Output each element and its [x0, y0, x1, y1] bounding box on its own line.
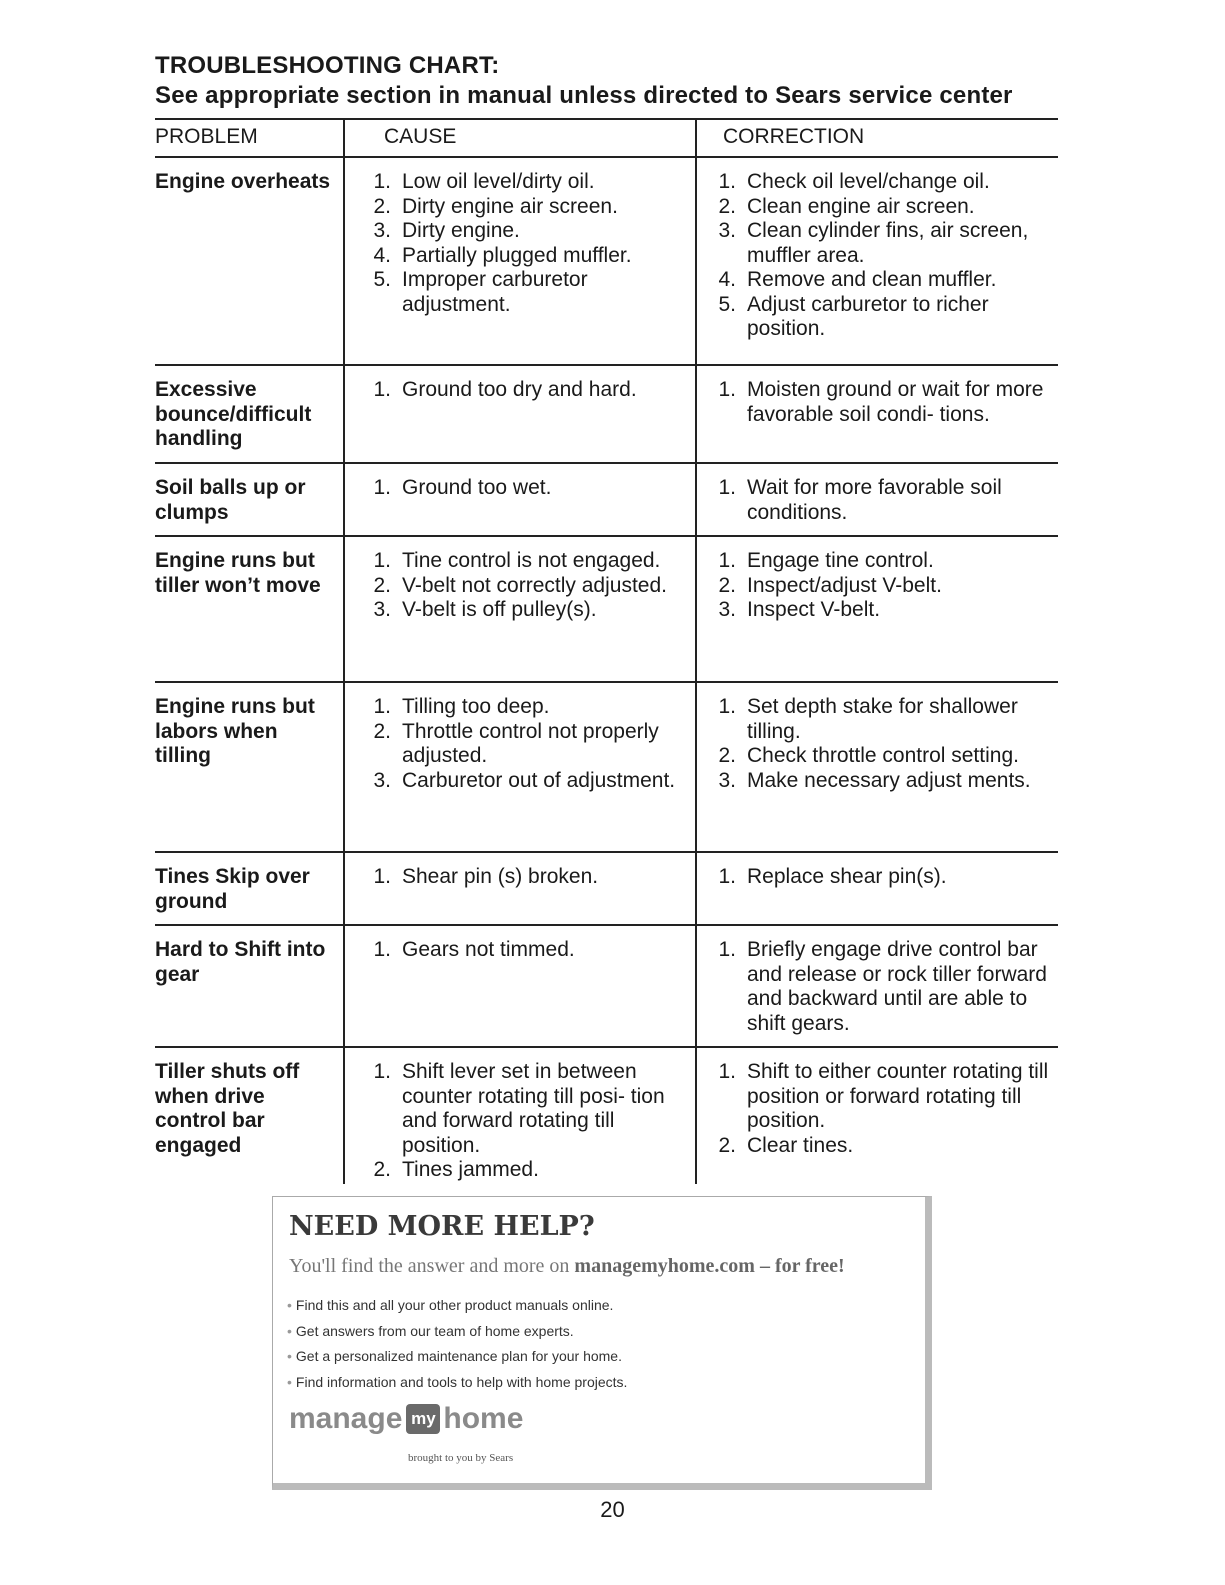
help-bullet [287, 1293, 627, 1319]
help-bullet-text: Get answers from our team of home experts. [295, 1322, 574, 1339]
correction-item [710, 744, 1060, 769]
correction-item [710, 938, 1060, 1036]
correction-item [710, 378, 1060, 427]
help-bullet [287, 1344, 627, 1370]
cause-list [365, 378, 695, 403]
correction-item-number: 1. [718, 549, 736, 572]
correction-item-number: 1. [718, 378, 736, 401]
correction-item [710, 1060, 1060, 1134]
correction-item [710, 268, 1060, 293]
chart-title: TROUBLESHOOTING CHART: [155, 52, 500, 79]
cause-list [365, 865, 695, 890]
correction-item-number: 1. [718, 938, 736, 961]
problem-cell: Tiller shuts off when drive control bar engaged [155, 1060, 300, 1157]
correction-item-text: Clean engine air screen. [747, 194, 975, 218]
cause-item-text: Carburetor out of adjustment. [402, 768, 676, 792]
correction-item [710, 1134, 1060, 1159]
correction-item-number: 3. [718, 219, 736, 242]
correction-list [710, 378, 1060, 427]
problem-cell: Hard to Shift into gear [155, 938, 326, 986]
help-bullet-list [287, 1293, 627, 1395]
correction-item-text: Check oil level/change oil. [747, 170, 990, 193]
cause-item-text: Tines jammed. [402, 1158, 539, 1181]
correction-list [710, 695, 1060, 793]
cause-item-text: Low oil level/dirty oil. [402, 170, 595, 193]
correction-item-number: 2. [718, 744, 736, 767]
table-row [155, 1048, 1058, 1204]
correction-item-text: Make necessary adjust ments. [747, 768, 1031, 792]
header-cause: CAUSE [384, 125, 457, 148]
cause-item-number: 2. [373, 194, 391, 218]
correction-item [710, 219, 1060, 268]
cause-item [365, 219, 695, 244]
correction-item-text: Engage tine control. [747, 549, 934, 572]
correction-item-text: Clean cylinder fins, air screen, muffler area. [747, 219, 1029, 267]
cause-item-text: Ground too wet. [402, 476, 552, 499]
correction-list [710, 938, 1060, 1036]
bullet-dot-icon: • [287, 1373, 292, 1390]
correction-item [710, 549, 1060, 574]
correction-item-number: 2. [718, 1133, 736, 1157]
bullet-dot-icon: • [287, 1297, 292, 1313]
cause-item-number: 4. [373, 243, 391, 267]
problem-cell: Engine runs but labors when tilling [155, 695, 315, 767]
header-problem: PROBLEM [155, 125, 258, 148]
cause-item [365, 170, 695, 195]
cause-item-number: 1. [373, 1060, 391, 1083]
problem-cell: Soil balls up or clumps [155, 476, 306, 524]
cause-item [365, 695, 695, 720]
correction-item-number: 1. [718, 1060, 736, 1083]
table-row [155, 926, 1058, 1048]
cause-item-text: Shear pin (s) broken. [402, 865, 599, 888]
cause-list [365, 170, 695, 317]
cause-item [365, 195, 695, 220]
correction-item-text: Inspect V-belt. [747, 598, 881, 621]
table-row [155, 366, 1058, 464]
correction-item-number: 3. [718, 598, 736, 621]
table-row [155, 853, 1058, 926]
column-divider-2 [695, 118, 697, 1184]
cause-item [365, 598, 695, 623]
cause-item-number: 1. [373, 378, 391, 401]
cause-item [365, 574, 695, 599]
correction-item-number: 2. [718, 194, 736, 218]
cause-item-number: 3. [373, 768, 391, 792]
cause-list [365, 549, 695, 623]
correction-item [710, 293, 1060, 342]
problem-cell: Engine overheats [155, 170, 331, 193]
correction-item-number: 1. [718, 170, 736, 193]
correction-list [710, 549, 1060, 623]
cause-item-number: 1. [373, 938, 391, 961]
cause-item-text: Dirty engine air screen. [402, 194, 618, 218]
header-correction: CORRECTION [723, 125, 865, 148]
cause-item-number: 1. [373, 695, 391, 718]
table-row [155, 158, 1058, 366]
cause-item [365, 549, 695, 574]
help-bullet-text: Find information and tools to help with home projects. [295, 1373, 628, 1390]
correction-list [710, 1060, 1060, 1158]
correction-item-text: Remove and clean muffler. [747, 268, 997, 291]
cause-item-text: Dirty engine. [402, 219, 520, 242]
chart-subtitle: See appropriate section in manual unless directed to Sears service center [155, 82, 1013, 109]
correction-list [710, 865, 1060, 890]
cause-item [365, 769, 695, 794]
correction-item [710, 598, 1060, 623]
bullet-dot-icon: • [287, 1348, 292, 1364]
correction-item-number: 3. [718, 768, 736, 792]
problem-cell: Tines Skip over ground [155, 865, 310, 913]
correction-list [710, 476, 1060, 525]
cause-item-number: 1. [373, 170, 391, 193]
correction-list [710, 170, 1060, 342]
correction-item [710, 769, 1060, 794]
correction-item-text: Wait for more favorable soil conditions. [747, 476, 1002, 524]
correction-item-text: Set depth stake for shallower tilling. [747, 695, 1018, 743]
cause-item-text: V-belt is off pulley(s). [402, 598, 597, 621]
correction-item-text: Moisten ground or wait for more favorable soil condi- tions. [747, 378, 1044, 426]
cause-item-number: 3. [373, 598, 391, 621]
cause-item-number: 5. [373, 268, 391, 291]
correction-item-number: 1. [718, 695, 736, 718]
correction-item [710, 195, 1060, 220]
need-more-help-box [272, 1196, 932, 1490]
help-bullet [287, 1370, 627, 1396]
correction-item-text: Replace shear pin(s). [747, 865, 947, 888]
correction-item [710, 476, 1060, 525]
cause-item [365, 476, 695, 501]
cause-item-text: Shift lever set in between counter rotating till posi- tion and forward rotating till position. [402, 1060, 665, 1157]
correction-item-number: 4. [718, 268, 736, 291]
cause-item-number: 2. [373, 719, 391, 743]
cause-item-number: 2. [373, 1158, 391, 1181]
cause-item-text: Ground too dry and hard. [402, 378, 637, 401]
help-title: NEED MORE HELP? [289, 1211, 595, 1242]
cause-item [365, 720, 695, 769]
cause-item [365, 244, 695, 269]
help-subtitle: You'll find the answer and more on managemyhome.com – for free! [289, 1255, 845, 1277]
cause-item [365, 378, 695, 403]
table-row [155, 464, 1058, 537]
cause-item-number: 2. [373, 573, 391, 597]
cause-item-text: Tilling too deep. [402, 695, 550, 718]
help-bullet-text: Find this and all your other product manuals online. [295, 1297, 614, 1313]
cause-item-number: 1. [373, 549, 391, 572]
site-link[interactable]: managemyhome.com [574, 1255, 755, 1277]
correction-item [710, 695, 1060, 744]
bullet-dot-icon: • [287, 1322, 292, 1339]
page-number: 20 [600, 1497, 625, 1522]
cause-item-text: Throttle control not properly adjusted. [402, 719, 659, 767]
correction-item-text: Adjust carburetor to richer position. [747, 292, 989, 340]
cause-item-number: 3. [373, 219, 391, 242]
problem-cell: Engine runs but tiller won’t move [155, 549, 321, 597]
cause-item-number: 1. [373, 865, 391, 888]
cause-item-text: V-belt not correctly adjusted. [402, 573, 667, 597]
cause-item [365, 938, 695, 963]
cause-list [365, 1060, 695, 1183]
cause-list [365, 938, 695, 963]
cause-list [365, 695, 695, 793]
correction-item-text: Shift to either counter rotating till position or forward rotating till position. [747, 1060, 1049, 1132]
cause-item-text: Tine control is not engaged. [402, 549, 661, 572]
cause-item [365, 865, 695, 890]
cause-item-text: Gears not timmed. [402, 938, 575, 961]
cause-item-text: Partially plugged muffler. [402, 243, 632, 267]
correction-item-number: 1. [718, 865, 736, 888]
cause-item-number: 1. [373, 476, 391, 499]
managemyhome-logo: manage my home [289, 1402, 524, 1435]
table-row [155, 537, 1058, 683]
correction-item-text: Check throttle control setting. [747, 744, 1019, 767]
correction-item-text: Inspect/adjust V-belt. [747, 573, 942, 597]
cause-item-text: Improper carburetor adjustment. [402, 268, 588, 316]
cause-list [365, 476, 695, 501]
cause-item [365, 268, 695, 317]
correction-item-text: Clear tines. [747, 1133, 854, 1157]
tagline: brought to you by Sears [408, 1452, 514, 1464]
problem-cell: Excessive bounce/difficult handling [155, 378, 312, 450]
correction-item-number: 2. [718, 573, 736, 597]
table-row [155, 683, 1058, 853]
correction-item [710, 170, 1060, 195]
correction-item [710, 574, 1060, 599]
table-header [155, 118, 1058, 158]
cause-item [365, 1158, 695, 1183]
correction-item [710, 865, 1060, 890]
correction-item-number: 1. [718, 476, 736, 499]
help-bullet-text: Get a personalized maintenance plan for your home. [295, 1348, 622, 1364]
table-body [155, 158, 1058, 1204]
correction-item-number: 5. [718, 292, 736, 316]
help-bullet [287, 1319, 627, 1345]
column-divider-1 [343, 118, 345, 1184]
troubleshooting-table [155, 118, 1058, 1204]
correction-item-text: Briefly engage drive control bar and release or rock tiller forward and backward until are able to shift gears. [747, 938, 1047, 1035]
cause-item [365, 1060, 695, 1158]
